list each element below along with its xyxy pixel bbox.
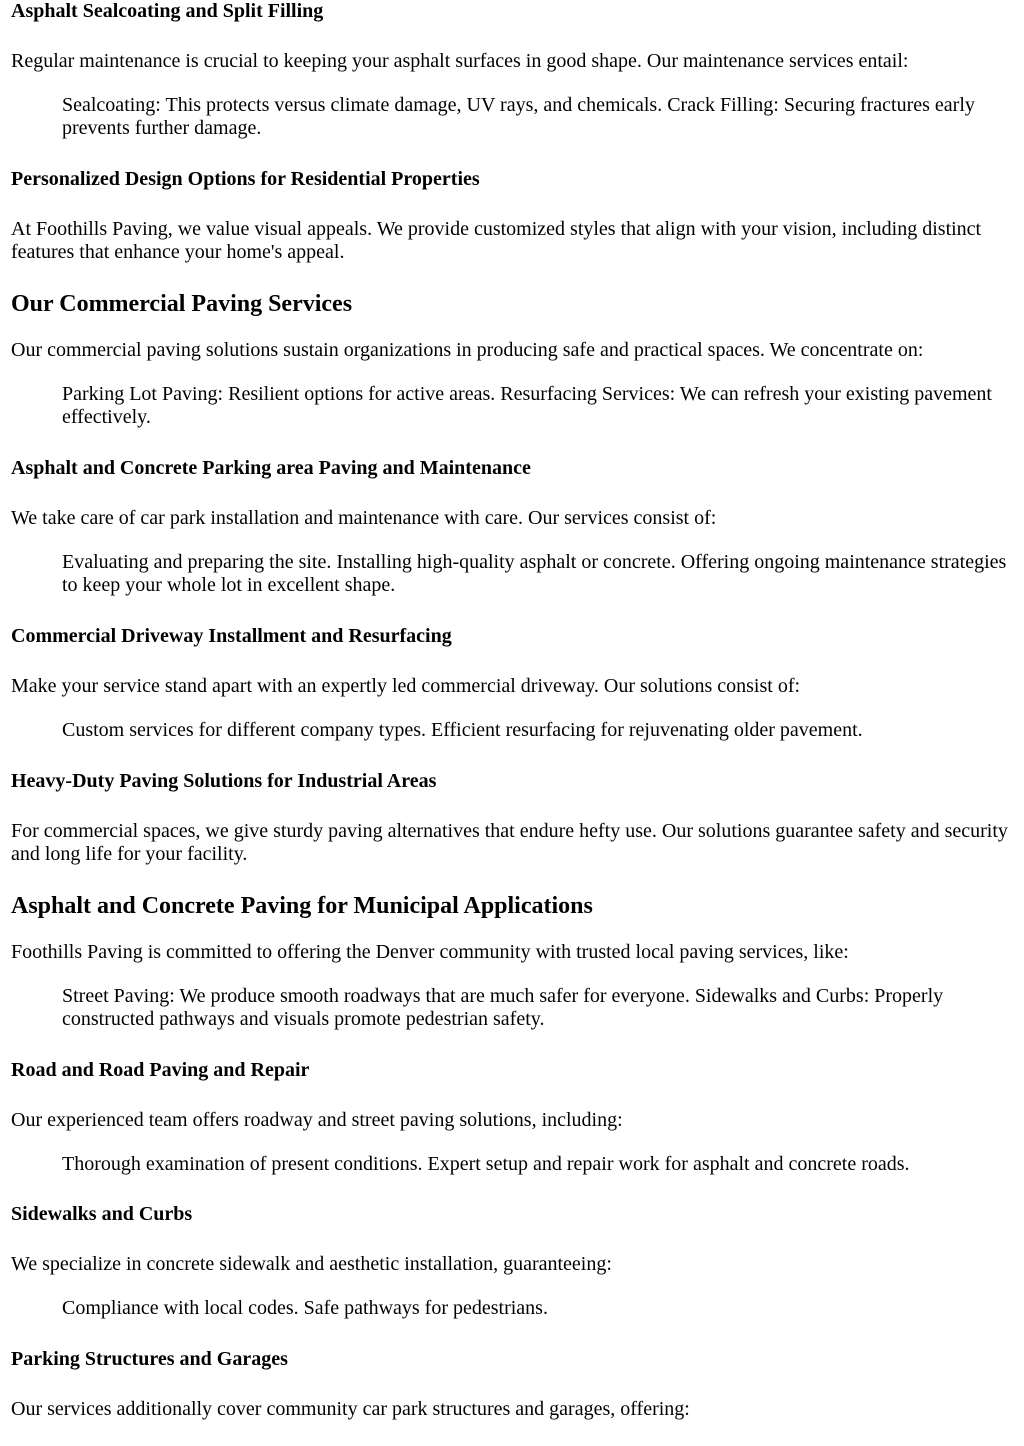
blockquote-parking-area: Evaluating and preparing the site. Installing high-quality asphalt or concrete. Offering ongoing maintenance strategies to keep your whole lot in excellent shape. xyxy=(62,551,1007,596)
paragraph-maintenance-intro: Regular maintenance is crucial to keeping your asphalt surfaces in good shape. Our maintenance services entail: xyxy=(11,50,909,72)
section-heading-road-paving: Road and Road Paving and Repair xyxy=(11,1059,310,1081)
section-title-municipal: Asphalt and Concrete Paving for Municipal Applications xyxy=(11,893,593,919)
paragraph-heavy-duty: For commercial spaces, we give sturdy paving alternatives that endure hefty use. Our solutions guarantee safety and security and long life for your facility. xyxy=(11,820,1008,865)
blockquote-commercial-driveway: Custom services for different company types. Efficient resurfacing for rejuvenating older pavement. xyxy=(62,719,863,741)
paragraph-parking-area: We take care of car park installation and maintenance with care. Our services consist of: xyxy=(11,507,717,529)
paragraph-municipal-intro: Foothills Paving is committed to offering the Denver community with trusted local paving services, like: xyxy=(11,941,849,963)
blockquote-municipal: Street Paving: We produce smooth roadways that are much safer for everyone. Sidewalks and Curbs: Properly constructed pathways and visuals promote pedestrian safety. xyxy=(62,985,944,1030)
paragraph-residential-design: At Foothills Paving, we value visual appeals. We provide customized styles that align with your vision, including distinct features that enhance your home's appeal. xyxy=(11,218,982,263)
section-title-commercial: Our Commercial Paving Services xyxy=(11,291,353,317)
section-heading-sidewalks: Sidewalks and Curbs xyxy=(11,1203,193,1225)
section-heading-parking-structures: Parking Structures and Garages xyxy=(11,1348,288,1370)
blockquote-sealcoating: Sealcoating: This protects versus climate damage, UV rays, and chemicals. Crack Filling: Securing fractures early prevents further damage. xyxy=(62,94,975,139)
paragraph-sidewalks: We specialize in concrete sidewalk and aesthetic installation, guaranteeing: xyxy=(11,1253,612,1275)
section-heading-residential-design: Personalized Design Options for Residential Properties xyxy=(11,168,480,190)
section-heading-parking-area: Asphalt and Concrete Parking area Paving and Maintenance xyxy=(11,457,531,479)
section-heading-commercial-driveway: Commercial Driveway Installment and Resurfacing xyxy=(11,625,452,647)
paragraph-road-paving: Our experienced team offers roadway and street paving solutions, including: xyxy=(11,1109,623,1131)
section-heading-heavy-duty: Heavy-Duty Paving Solutions for Industrial Areas xyxy=(11,770,437,792)
blockquote-road-paving: Thorough examination of present conditions. Expert setup and repair work for asphalt and concrete roads. xyxy=(62,1153,910,1175)
paragraph-commercial-intro: Our commercial paving solutions sustain organizations in producing safe and practical spaces. We concentrate on: xyxy=(11,339,924,361)
blockquote-sidewalks: Compliance with local codes. Safe pathways for pedestrians. xyxy=(62,1297,548,1319)
blockquote-commercial: Parking Lot Paving: Resilient options for active areas. Resurfacing Services: We can refresh your existing pavement effectively. xyxy=(62,383,992,428)
paragraph-commercial-driveway: Make your service stand apart with an expertly led commercial driveway. Our solutions consist of: xyxy=(11,675,801,697)
paragraph-parking-structures: Our services additionally cover community car park structures and garages, offering: xyxy=(11,1398,690,1420)
section-heading-sealcoating: Asphalt Sealcoating and Split Filling xyxy=(11,0,324,22)
